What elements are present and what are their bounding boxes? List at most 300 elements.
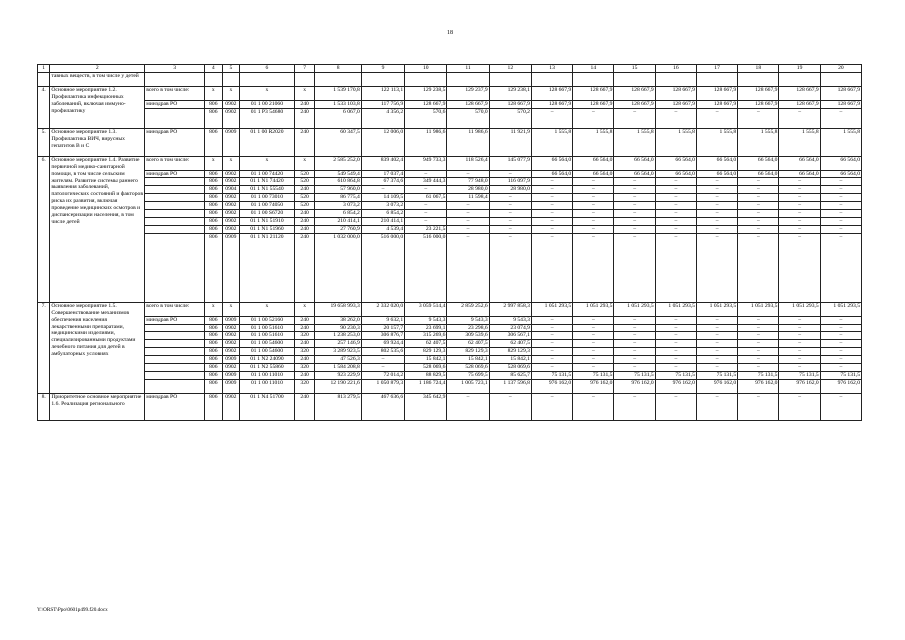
amount-cell: 4 539,4 <box>361 225 404 233</box>
row-description-cell: Основное мероприятие 1.4. Развитие первичной медико-санитарной помощи, в том числе сельским жителям. Развитие системы раннего выявления заболеваний, патологических состояний и факторов риска их развития, включая проведение медицинских осмотров и диспансеризации населения, в том числе детей <box>50 156 145 302</box>
amount-cell: – <box>738 340 779 348</box>
executor-cell: минздрав РО <box>145 393 205 421</box>
amount-cell: – <box>779 194 820 202</box>
amount-cell: – <box>614 218 655 226</box>
csr-cell: 01 1 00 51610 <box>240 324 295 332</box>
amount-cell: 1 051 293,5 <box>820 302 861 316</box>
executor-cell <box>145 210 205 218</box>
amount-cell: 128 667,9 <box>614 100 655 108</box>
amount-cell: 1 051 293,5 <box>573 302 614 316</box>
amount-cell: – <box>779 210 820 218</box>
csr-cell: 01 1 00 S6720 <box>240 210 295 218</box>
amount-cell: – <box>361 364 404 372</box>
amount-cell: – <box>614 332 655 340</box>
amount-cell: – <box>696 316 737 324</box>
amount-cell: 128 667,9 <box>573 86 614 100</box>
amount-cell: – <box>573 332 614 340</box>
amount-cell: – <box>820 108 861 129</box>
amount-cell: – <box>696 108 737 129</box>
amount-cell: – <box>738 316 779 324</box>
csr-cell: 01 1 N1 51910 <box>240 218 295 226</box>
rzpr-cell: 0909 <box>222 129 240 157</box>
amount-cell: – <box>655 340 696 348</box>
amount-cell: 813 279,5 <box>315 393 361 421</box>
amount-cell: 128 667,9 <box>531 86 572 100</box>
amount-cell: – <box>779 393 820 421</box>
executor-cell: минздрав РО <box>145 170 205 178</box>
amount-cell: 23 699,1 <box>405 324 447 332</box>
executor-cell: минздрав РО <box>145 129 205 157</box>
continuation-row <box>38 73 862 87</box>
row-description-cell: Основное мероприятие 1.2. Профилактика инфекционных заболеваний, включая иммуно-профилактику <box>50 86 145 128</box>
amount-cell: – <box>573 364 614 372</box>
amount-cell: – <box>489 225 531 233</box>
empty-cell <box>779 73 820 87</box>
amount-cell: 85 625,7 <box>489 371 531 379</box>
table-row <box>38 371 862 379</box>
amount-cell: 69 924,4 <box>361 340 404 348</box>
amount-cell: 128 667,9 <box>738 100 779 108</box>
amount-cell: 976 162,0 <box>738 379 779 393</box>
amount-cell: 47 526,3 <box>315 356 361 364</box>
amount-cell: – <box>696 364 737 372</box>
amount-cell: 128 667,9 <box>779 100 820 108</box>
amount-cell: – <box>655 202 696 210</box>
rzpr-cell: 0902 <box>222 178 240 186</box>
amount-cell: 67 374,6 <box>361 178 404 186</box>
amount-cell: 66 564,0 <box>779 170 820 178</box>
column-number-cell: 15 <box>614 65 655 73</box>
amount-cell: 6 854,2 <box>315 210 361 218</box>
column-number-cell: 11 <box>447 65 489 73</box>
amount-cell: – <box>820 356 861 364</box>
amount-cell: 128 667,9 <box>696 86 737 100</box>
amount-cell: – <box>738 202 779 210</box>
amount-cell: 976 162,0 <box>820 379 861 393</box>
amount-cell: – <box>405 202 447 210</box>
amount-cell: 2 585 252,0 <box>315 156 361 170</box>
amount-cell: 3 073,2 <box>361 202 404 210</box>
rzpr-cell: 0902 <box>222 210 240 218</box>
grbs-cell: 806 <box>205 348 223 356</box>
table-row <box>38 233 862 302</box>
amount-cell: – <box>655 356 696 364</box>
amount-cell: – <box>614 178 655 186</box>
amount-cell: 61 067,5 <box>405 194 447 202</box>
vr-cell: 240 <box>294 371 315 379</box>
table-row <box>38 178 862 186</box>
amount-cell: – <box>614 340 655 348</box>
executor-cell <box>145 225 205 233</box>
amount-cell: 9 543,3 <box>489 316 531 324</box>
rzpr-cell: 0902 <box>222 194 240 202</box>
row-number-cell: 5. <box>38 129 50 157</box>
executor-cell: минздрав РО <box>145 100 205 108</box>
amount-cell: 66 564,0 <box>779 156 820 170</box>
amount-cell: – <box>447 233 489 302</box>
executor-cell <box>145 340 205 348</box>
amount-cell: – <box>820 364 861 372</box>
grbs-cell: 806 <box>205 129 223 157</box>
vr-cell: 240 <box>294 108 315 129</box>
amount-cell: 129 238,1 <box>489 86 531 100</box>
amount-cell: 20 157,7 <box>361 324 404 332</box>
rzpr-cell: 0909 <box>222 316 240 324</box>
table-row <box>38 86 862 100</box>
amount-cell: – <box>361 186 404 194</box>
rzpr-cell: 0902 <box>222 225 240 233</box>
amount-cell: 210 414,1 <box>315 218 361 226</box>
amount-cell: – <box>655 233 696 302</box>
rzpr-cell: 0902 <box>222 393 240 421</box>
vr-cell: х <box>294 86 315 100</box>
amount-cell: 802 535,6 <box>361 348 404 356</box>
amount-cell: – <box>489 194 531 202</box>
amount-cell: 516 000,0 <box>405 233 447 302</box>
amount-cell: – <box>820 233 861 302</box>
grbs-cell: 806 <box>205 170 223 178</box>
grbs-cell: 806 <box>205 356 223 364</box>
vr-cell: 240 <box>294 218 315 226</box>
csr-cell: 01 1 N1 51960 <box>240 225 295 233</box>
amount-cell: 17 037,4 <box>361 170 404 178</box>
table-row <box>38 186 862 194</box>
amount-cell: – <box>738 233 779 302</box>
amount-cell: 1 050 879,3 <box>361 379 404 393</box>
column-number-cell: 17 <box>696 65 737 73</box>
amount-cell: 1 005 723,1 <box>447 379 489 393</box>
csr-cell: 01 1 N4 51700 <box>240 393 295 421</box>
amount-cell: – <box>614 194 655 202</box>
empty-cell <box>738 73 779 87</box>
vr-cell: 240 <box>294 100 315 108</box>
header-row <box>38 65 862 73</box>
amount-cell: – <box>820 324 861 332</box>
table-row <box>38 340 862 348</box>
amount-cell: – <box>779 348 820 356</box>
amount-cell: – <box>655 194 696 202</box>
amount-cell: – <box>531 316 572 324</box>
amount-cell: – <box>779 324 820 332</box>
amount-cell: – <box>573 225 614 233</box>
grbs-cell: х <box>205 156 223 170</box>
grbs-cell: 806 <box>205 364 223 372</box>
amount-cell: 128 667,9 <box>614 86 655 100</box>
amount-cell: – <box>447 210 489 218</box>
amount-cell: 66 564,0 <box>820 156 861 170</box>
vr-cell: х <box>294 302 315 316</box>
column-number-cell: 12 <box>489 65 531 73</box>
table-row <box>38 129 862 157</box>
rzpr-cell: 0909 <box>222 233 240 302</box>
amount-cell: – <box>614 364 655 372</box>
amount-cell: – <box>573 348 614 356</box>
amount-cell: 128 667,9 <box>405 100 447 108</box>
amount-cell: – <box>614 210 655 218</box>
amount-cell: – <box>696 332 737 340</box>
grbs-cell: 806 <box>205 202 223 210</box>
rzpr-cell: 0902 <box>222 202 240 210</box>
empty-cell <box>145 73 205 87</box>
csr-cell: 01 1 Р3 54680 <box>240 108 295 129</box>
amount-cell: – <box>820 194 861 202</box>
grbs-cell: х <box>205 302 223 316</box>
column-number-cell: 6 <box>240 65 295 73</box>
amount-cell: – <box>696 202 737 210</box>
amount-cell: – <box>779 202 820 210</box>
vr-cell: 240 <box>294 356 315 364</box>
csr-cell: 01 1 00 74420 <box>240 170 295 178</box>
amount-cell: – <box>779 364 820 372</box>
amount-cell: 9 632,1 <box>361 316 404 324</box>
column-number-cell: 9 <box>361 65 404 73</box>
grbs-cell: 806 <box>205 210 223 218</box>
grbs-cell: х <box>205 86 223 100</box>
table-row <box>38 348 862 356</box>
executor-cell <box>145 108 205 129</box>
table-row <box>38 156 862 170</box>
vr-cell: 240 <box>294 186 315 194</box>
amount-cell: 11 986,6 <box>405 129 447 157</box>
vr-cell: 520 <box>294 178 315 186</box>
empty-cell <box>205 73 223 87</box>
amount-cell: – <box>696 340 737 348</box>
row-description-cell: Основное мероприятие 1.3. Профилактика ВИЧ, вирусных гепатитов В и С <box>50 129 145 157</box>
amount-cell: 66 564,0 <box>820 170 861 178</box>
amount-cell: – <box>738 186 779 194</box>
amount-cell: – <box>489 170 531 178</box>
amount-cell: – <box>738 393 779 421</box>
amount-cell: 75 131,5 <box>614 371 655 379</box>
empty-cell <box>222 73 240 87</box>
amount-cell: 11 986,6 <box>447 129 489 157</box>
amount-cell: 9 543,3 <box>447 316 489 324</box>
amount-cell: 210 414,1 <box>361 218 404 226</box>
page-number: 18 <box>447 30 453 36</box>
amount-cell: 1 555,8 <box>820 129 861 157</box>
amount-cell: – <box>655 218 696 226</box>
amount-cell: 128 667,9 <box>820 100 861 108</box>
amount-cell: 57 960,0 <box>315 186 361 194</box>
vr-cell: 320 <box>294 364 315 372</box>
table-row <box>38 393 862 421</box>
amount-cell: – <box>820 218 861 226</box>
vr-cell: 240 <box>294 324 315 332</box>
amount-cell: – <box>531 393 572 421</box>
amount-cell: 309 539,6 <box>447 332 489 340</box>
rzpr-cell: 0902 <box>222 108 240 129</box>
executor-cell: минздрав РО <box>145 316 205 324</box>
table-row <box>38 364 862 372</box>
amount-cell: – <box>779 178 820 186</box>
amount-cell: – <box>531 332 572 340</box>
csr-cell: 01 1 N1 21120 <box>240 233 295 302</box>
amount-cell: – <box>820 348 861 356</box>
executor-cell <box>145 194 205 202</box>
amount-cell: 66 564,0 <box>614 170 655 178</box>
amount-cell: 570,0 <box>447 108 489 129</box>
amount-cell: 315 269,6 <box>405 332 447 340</box>
amount-cell: 1 186 724,4 <box>405 379 447 393</box>
amount-cell: 1 555,8 <box>696 129 737 157</box>
column-number-cell: 18 <box>738 65 779 73</box>
csr-cell: х <box>240 156 295 170</box>
amount-cell: 75 131,5 <box>779 371 820 379</box>
amount-cell: 3 289 923,5 <box>315 348 361 356</box>
table-row <box>38 100 862 108</box>
vr-cell: 240 <box>294 316 315 324</box>
amount-cell: 129 237,9 <box>447 86 489 100</box>
amount-cell: 610 864,8 <box>315 178 361 186</box>
amount-cell: 549 549,4 <box>315 170 361 178</box>
vr-cell: 240 <box>294 210 315 218</box>
rzpr-cell: 0902 <box>222 218 240 226</box>
vr-cell: 240 <box>294 233 315 302</box>
amount-cell: – <box>738 356 779 364</box>
amount-cell: – <box>738 332 779 340</box>
csr-cell: 01 1 00 11010 <box>240 371 295 379</box>
rzpr-cell: 0902 <box>222 348 240 356</box>
grbs-cell: 806 <box>205 194 223 202</box>
amount-cell: – <box>696 210 737 218</box>
rzpr-cell: х <box>222 86 240 100</box>
amount-cell: 1 238 253,0 <box>315 332 361 340</box>
amount-cell: 306 876,7 <box>361 332 404 340</box>
column-number-cell: 2 <box>50 65 145 73</box>
amount-cell: – <box>573 393 614 421</box>
amount-cell: 23 221,5 <box>405 225 447 233</box>
grbs-cell: 806 <box>205 332 223 340</box>
table-row <box>38 316 862 324</box>
amount-cell: – <box>779 340 820 348</box>
table-row <box>38 202 862 210</box>
csr-cell: 01 1 N1 74420 <box>240 178 295 186</box>
executor-cell <box>145 186 205 194</box>
column-number-cell: 7 <box>294 65 315 73</box>
amount-cell: – <box>655 393 696 421</box>
amount-cell: 1 051 293,5 <box>655 302 696 316</box>
rzpr-cell: 0902 <box>222 364 240 372</box>
amount-cell: 839 402,4 <box>361 156 404 170</box>
empty-cell <box>531 73 572 87</box>
table-row <box>38 210 862 218</box>
amount-cell: 9 543,3 <box>405 316 447 324</box>
amount-cell: 570,6 <box>405 108 447 129</box>
amount-cell: – <box>820 186 861 194</box>
amount-cell: – <box>573 324 614 332</box>
rzpr-cell: 0909 <box>222 379 240 393</box>
amount-cell: – <box>696 178 737 186</box>
grbs-cell: 806 <box>205 225 223 233</box>
amount-cell: 75 131,5 <box>738 371 779 379</box>
amount-cell: – <box>531 340 572 348</box>
amount-cell: – <box>779 332 820 340</box>
amount-cell: – <box>655 178 696 186</box>
amount-cell: – <box>447 170 489 178</box>
table-row <box>38 324 862 332</box>
amount-cell: 1 032 000,0 <box>315 233 361 302</box>
amount-cell: 467 636,6 <box>361 393 404 421</box>
amount-cell: 90 230,3 <box>315 324 361 332</box>
row-number-cell: 4. <box>38 86 50 128</box>
budget-table <box>37 64 862 421</box>
amount-cell: – <box>655 316 696 324</box>
amount-cell: 75 699,5 <box>447 371 489 379</box>
rzpr-cell: х <box>222 302 240 316</box>
amount-cell: 1 051 293,5 <box>614 302 655 316</box>
table-row <box>38 379 862 393</box>
column-number-cell: 3 <box>145 65 205 73</box>
amount-cell: 976 162,0 <box>779 379 820 393</box>
amount-cell: – <box>696 194 737 202</box>
amount-cell: – <box>531 348 572 356</box>
csr-cell: 01 1 00 51610 <box>240 332 295 340</box>
amount-cell: – <box>489 218 531 226</box>
amount-cell: 6 854,2 <box>361 210 404 218</box>
amount-cell: – <box>447 218 489 226</box>
amount-cell: – <box>738 194 779 202</box>
amount-cell: – <box>573 356 614 364</box>
amount-cell: – <box>655 324 696 332</box>
column-number-cell: 1 <box>38 65 50 73</box>
column-number-cell: 19 <box>779 65 820 73</box>
amount-cell: 62 407,5 <box>489 340 531 348</box>
amount-cell: 528 069,6 <box>489 364 531 372</box>
amount-cell: – <box>614 233 655 302</box>
table-body <box>38 65 862 421</box>
grbs-cell: 806 <box>205 218 223 226</box>
amount-cell: – <box>696 356 737 364</box>
column-number-cell: 16 <box>655 65 696 73</box>
amount-cell: 1 555,8 <box>655 129 696 157</box>
amount-cell: – <box>614 356 655 364</box>
executor-cell <box>145 356 205 364</box>
amount-cell: 528 069,6 <box>447 364 489 372</box>
amount-cell: 12 190 221,6 <box>315 379 361 393</box>
rzpr-cell: 0904 <box>222 186 240 194</box>
amount-cell: 516 000,0 <box>361 233 404 302</box>
amount-cell: – <box>447 225 489 233</box>
amount-cell: 72 014,2 <box>361 371 404 379</box>
amount-cell: – <box>489 393 531 421</box>
amount-cell: 86 775,4 <box>315 194 361 202</box>
amount-cell: – <box>696 225 737 233</box>
amount-cell: – <box>820 178 861 186</box>
amount-cell: 1 555,8 <box>531 129 572 157</box>
csr-cell: 01 1 00 54600 <box>240 348 295 356</box>
executor-cell: всего в том числе: <box>145 86 205 100</box>
amount-cell: – <box>696 393 737 421</box>
amount-cell: 77 948,0 <box>447 178 489 186</box>
amount-cell: – <box>531 178 572 186</box>
amount-cell: – <box>738 348 779 356</box>
amount-cell: 306 567,1 <box>489 332 531 340</box>
amount-cell: 1 555,8 <box>779 129 820 157</box>
amount-cell: – <box>614 393 655 421</box>
amount-cell: – <box>531 356 572 364</box>
amount-cell: 570,2 <box>489 108 531 129</box>
amount-cell: 75 131,5 <box>696 371 737 379</box>
empty-cell <box>614 73 655 87</box>
empty-cell <box>361 73 404 87</box>
amount-cell: 976 162,0 <box>655 379 696 393</box>
column-number-cell: 4 <box>205 65 223 73</box>
amount-cell: 66 564,0 <box>655 170 696 178</box>
column-number-cell: 10 <box>405 65 447 73</box>
amount-cell: 66 564,0 <box>696 170 737 178</box>
amount-cell: – <box>738 324 779 332</box>
empty-cell <box>447 73 489 87</box>
